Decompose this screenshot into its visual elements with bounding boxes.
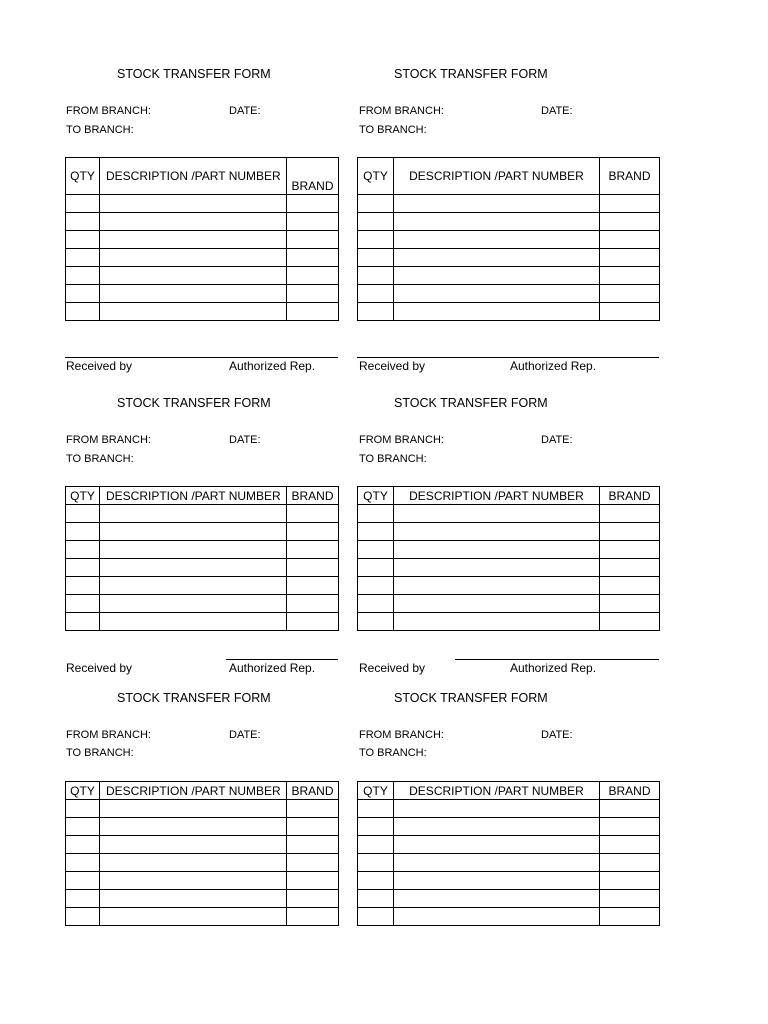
authorized-rep-label: Authorized Rep.	[229, 661, 316, 675]
qty-cell[interactable]	[358, 818, 394, 836]
description-cell[interactable]	[394, 559, 600, 577]
table-row	[66, 818, 339, 836]
qty-cell[interactable]	[66, 890, 100, 908]
description-header: DESCRIPTION /PART NUMBER	[394, 158, 600, 195]
from-branch-label: FROM BRANCH:	[66, 729, 151, 741]
qty-cell[interactable]	[358, 213, 394, 231]
brand-cell[interactable]	[287, 559, 339, 577]
brand-cell[interactable]	[600, 613, 660, 631]
table-row	[358, 890, 660, 908]
qty-cell[interactable]	[358, 231, 394, 249]
qty-cell[interactable]	[66, 854, 100, 872]
description-cell[interactable]	[100, 595, 287, 613]
brand-header: BRAND	[287, 782, 339, 800]
table-row	[358, 213, 660, 231]
table-row	[66, 800, 339, 818]
table-row	[66, 285, 339, 303]
table-row	[66, 267, 339, 285]
table-row	[66, 303, 339, 321]
description-cell[interactable]	[394, 249, 600, 267]
description-cell[interactable]	[394, 303, 600, 321]
description-cell[interactable]	[100, 613, 287, 631]
table-row	[358, 249, 660, 267]
qty-cell[interactable]	[66, 559, 100, 577]
to-branch-label: TO BRANCH:	[359, 747, 427, 759]
description-cell[interactable]	[100, 541, 287, 559]
items-table	[357, 486, 660, 631]
description-cell[interactable]	[100, 213, 287, 231]
description-cell[interactable]	[100, 559, 287, 577]
brand-cell[interactable]	[600, 577, 660, 595]
brand-header: BRAND	[600, 782, 660, 800]
qty-cell[interactable]	[66, 267, 100, 285]
description-header: DESCRIPTION /PART NUMBER	[394, 487, 600, 505]
description-cell[interactable]	[100, 854, 287, 872]
brand-cell[interactable]	[600, 303, 660, 321]
description-cell[interactable]	[394, 872, 600, 890]
table-row	[66, 613, 339, 631]
qty-cell[interactable]	[358, 249, 394, 267]
description-cell[interactable]	[100, 249, 287, 267]
description-cell[interactable]	[100, 195, 287, 213]
description-cell[interactable]	[394, 595, 600, 613]
form-title: STOCK TRANSFER FORM	[117, 691, 271, 705]
brand-cell[interactable]	[287, 890, 339, 908]
date-label: DATE:	[541, 105, 573, 117]
qty-cell[interactable]	[358, 872, 394, 890]
table-row	[358, 908, 660, 926]
brand-cell[interactable]	[600, 523, 660, 541]
brand-cell[interactable]	[600, 559, 660, 577]
to-branch-label: TO BRANCH:	[359, 124, 427, 136]
description-cell[interactable]	[394, 285, 600, 303]
qty-cell[interactable]	[66, 213, 100, 231]
brand-cell[interactable]	[287, 613, 339, 631]
qty-cell[interactable]	[358, 523, 394, 541]
brand-header: BRAND	[287, 158, 339, 195]
description-cell[interactable]	[394, 505, 600, 523]
qty-cell[interactable]	[358, 577, 394, 595]
to-branch-label: TO BRANCH:	[66, 747, 134, 759]
brand-cell[interactable]	[287, 267, 339, 285]
date-label: DATE:	[229, 105, 261, 117]
brand-cell[interactable]	[287, 285, 339, 303]
qty-cell[interactable]	[66, 836, 100, 854]
brand-cell[interactable]	[600, 836, 660, 854]
brand-cell[interactable]	[600, 541, 660, 559]
table-row	[66, 595, 339, 613]
received-by-label: Received by	[359, 359, 426, 373]
description-cell[interactable]	[100, 836, 287, 854]
qty-cell[interactable]	[66, 872, 100, 890]
description-cell[interactable]	[100, 231, 287, 249]
date-label: DATE:	[541, 434, 573, 446]
qty-cell[interactable]	[66, 303, 100, 321]
brand-header: BRAND	[600, 487, 660, 505]
description-cell[interactable]	[100, 577, 287, 595]
authorized-rep-label: Authorized Rep.	[510, 359, 597, 373]
description-cell[interactable]	[100, 303, 287, 321]
authorized-rep-label: Authorized Rep.	[510, 661, 597, 675]
from-branch-label: FROM BRANCH:	[359, 434, 444, 446]
brand-cell[interactable]	[287, 505, 339, 523]
qty-cell[interactable]	[66, 249, 100, 267]
form-title: STOCK TRANSFER FORM	[394, 691, 548, 705]
table-row	[358, 231, 660, 249]
description-cell[interactable]	[394, 800, 600, 818]
description-cell[interactable]	[394, 577, 600, 595]
qty-cell[interactable]	[358, 836, 394, 854]
items-table	[357, 781, 660, 926]
form-title: STOCK TRANSFER FORM	[117, 67, 271, 81]
from-branch-label: FROM BRANCH:	[359, 729, 444, 741]
brand-cell[interactable]	[287, 213, 339, 231]
brand-cell[interactable]	[287, 854, 339, 872]
qty-cell[interactable]	[66, 595, 100, 613]
brand-cell[interactable]	[600, 195, 660, 213]
qty-cell[interactable]	[66, 541, 100, 559]
qty-cell[interactable]	[66, 505, 100, 523]
to-branch-label: TO BRANCH:	[66, 124, 134, 136]
brand-cell[interactable]	[600, 505, 660, 523]
table-row	[358, 836, 660, 854]
qty-cell[interactable]	[66, 908, 100, 926]
qty-header: QTY	[66, 782, 100, 800]
qty-cell[interactable]	[358, 854, 394, 872]
table-row	[66, 872, 339, 890]
table-row	[66, 541, 339, 559]
table-row	[358, 854, 660, 872]
description-header: DESCRIPTION /PART NUMBER	[100, 487, 287, 505]
items-table	[65, 486, 339, 631]
description-cell[interactable]	[394, 195, 600, 213]
table-row	[358, 613, 660, 631]
table-row	[66, 231, 339, 249]
table-row	[66, 559, 339, 577]
table-row	[66, 908, 339, 926]
description-cell[interactable]	[100, 505, 287, 523]
description-cell[interactable]	[394, 613, 600, 631]
description-cell[interactable]	[100, 908, 287, 926]
description-cell[interactable]	[394, 908, 600, 926]
qty-header: QTY	[66, 487, 100, 505]
qty-header: QTY	[66, 158, 100, 195]
qty-cell[interactable]	[358, 595, 394, 613]
qty-header: QTY	[358, 782, 394, 800]
table-row	[66, 195, 339, 213]
brand-cell[interactable]	[600, 595, 660, 613]
qty-cell[interactable]	[358, 890, 394, 908]
qty-header: QTY	[358, 487, 394, 505]
brand-cell[interactable]	[600, 285, 660, 303]
brand-cell[interactable]	[600, 800, 660, 818]
brand-cell[interactable]	[287, 523, 339, 541]
brand-header: BRAND	[287, 487, 339, 505]
from-branch-label: FROM BRANCH:	[66, 434, 151, 446]
qty-cell[interactable]	[66, 285, 100, 303]
qty-header: QTY	[358, 158, 394, 195]
description-cell[interactable]	[394, 541, 600, 559]
table-row	[358, 285, 660, 303]
date-label: DATE:	[229, 729, 261, 741]
description-header: DESCRIPTION /PART NUMBER	[394, 782, 600, 800]
items-table	[357, 157, 660, 321]
table-row	[358, 541, 660, 559]
table-row	[358, 195, 660, 213]
brand-cell[interactable]	[600, 267, 660, 285]
received-by-label: Received by	[66, 359, 133, 373]
brand-cell[interactable]	[600, 854, 660, 872]
description-cell[interactable]	[394, 267, 600, 285]
brand-cell[interactable]	[287, 818, 339, 836]
brand-cell[interactable]	[287, 231, 339, 249]
qty-cell[interactable]	[66, 818, 100, 836]
form-title: STOCK TRANSFER FORM	[394, 67, 548, 81]
description-cell[interactable]	[394, 213, 600, 231]
signature-line	[226, 659, 338, 660]
table-row	[66, 890, 339, 908]
to-branch-label: TO BRANCH:	[66, 453, 134, 465]
table-row	[358, 303, 660, 321]
brand-cell[interactable]	[287, 577, 339, 595]
qty-cell[interactable]	[66, 231, 100, 249]
authorized-rep-label: Authorized Rep.	[229, 359, 316, 373]
to-branch-label: TO BRANCH:	[359, 453, 427, 465]
brand-cell[interactable]	[287, 249, 339, 267]
qty-cell[interactable]	[66, 195, 100, 213]
received-by-label: Received by	[359, 661, 426, 675]
table-row	[66, 577, 339, 595]
table-row	[358, 818, 660, 836]
form-title: STOCK TRANSFER FORM	[394, 396, 548, 410]
brand-cell[interactable]	[287, 541, 339, 559]
table-row	[358, 800, 660, 818]
qty-cell[interactable]	[358, 505, 394, 523]
qty-cell[interactable]	[66, 523, 100, 541]
description-cell[interactable]	[394, 854, 600, 872]
brand-cell[interactable]	[287, 303, 339, 321]
table-row	[358, 523, 660, 541]
qty-cell[interactable]	[358, 541, 394, 559]
qty-cell[interactable]	[358, 613, 394, 631]
description-cell[interactable]	[394, 818, 600, 836]
brand-cell[interactable]	[287, 872, 339, 890]
brand-cell[interactable]	[600, 818, 660, 836]
brand-header: BRAND	[600, 158, 660, 195]
description-cell[interactable]	[100, 890, 287, 908]
date-label: DATE:	[541, 729, 573, 741]
qty-cell[interactable]	[358, 559, 394, 577]
qty-cell[interactable]	[358, 303, 394, 321]
description-header: DESCRIPTION /PART NUMBER	[100, 158, 287, 195]
qty-cell[interactable]	[358, 267, 394, 285]
signature-line	[357, 357, 659, 358]
qty-cell[interactable]	[66, 577, 100, 595]
description-cell[interactable]	[394, 836, 600, 854]
table-row	[358, 595, 660, 613]
brand-cell[interactable]	[287, 595, 339, 613]
qty-cell[interactable]	[358, 800, 394, 818]
brand-cell[interactable]	[287, 195, 339, 213]
description-cell[interactable]	[100, 818, 287, 836]
description-cell[interactable]	[100, 800, 287, 818]
brand-cell[interactable]	[287, 908, 339, 926]
qty-cell[interactable]	[358, 195, 394, 213]
qty-cell[interactable]	[358, 908, 394, 926]
description-cell[interactable]	[100, 872, 287, 890]
table-row	[358, 505, 660, 523]
form-title: STOCK TRANSFER FORM	[117, 396, 271, 410]
brand-cell[interactable]	[600, 890, 660, 908]
from-branch-label: FROM BRANCH:	[66, 105, 151, 117]
table-row	[66, 836, 339, 854]
table-row	[66, 213, 339, 231]
description-header: DESCRIPTION /PART NUMBER	[100, 782, 287, 800]
table-row	[358, 267, 660, 285]
description-cell[interactable]	[394, 523, 600, 541]
brand-cell[interactable]	[287, 800, 339, 818]
brand-cell[interactable]	[600, 872, 660, 890]
qty-cell[interactable]	[66, 800, 100, 818]
from-branch-label: FROM BRANCH:	[359, 105, 444, 117]
table-row	[358, 559, 660, 577]
table-row	[66, 505, 339, 523]
items-table	[65, 157, 339, 321]
brand-cell[interactable]	[600, 249, 660, 267]
signature-line	[455, 659, 659, 660]
description-cell[interactable]	[100, 523, 287, 541]
brand-cell[interactable]	[600, 908, 660, 926]
items-table	[65, 781, 339, 926]
brand-cell[interactable]	[600, 231, 660, 249]
date-label: DATE:	[229, 434, 261, 446]
description-cell[interactable]	[100, 267, 287, 285]
received-by-label: Received by	[66, 661, 133, 675]
brand-cell[interactable]	[287, 836, 339, 854]
brand-cell[interactable]	[600, 213, 660, 231]
qty-cell[interactable]	[66, 613, 100, 631]
description-cell[interactable]	[100, 285, 287, 303]
table-row	[66, 523, 339, 541]
description-cell[interactable]	[394, 890, 600, 908]
table-row	[358, 577, 660, 595]
table-row	[358, 872, 660, 890]
signature-line	[65, 357, 338, 358]
description-cell[interactable]	[394, 231, 600, 249]
table-row	[66, 854, 339, 872]
table-row	[66, 249, 339, 267]
qty-cell[interactable]	[358, 285, 394, 303]
